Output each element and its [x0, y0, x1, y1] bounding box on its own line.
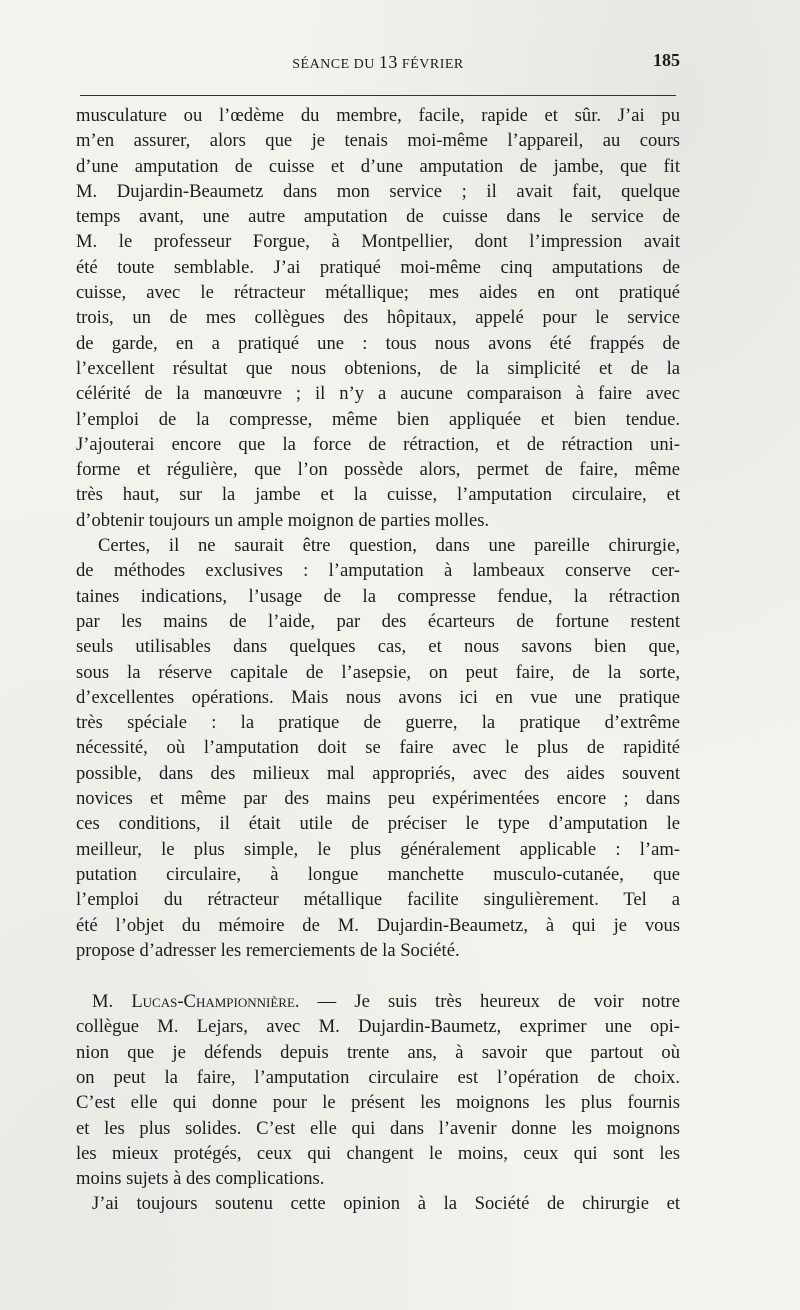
text-line: de garde, en a pratiqué une : tous nous avons été frappés de [76, 332, 680, 354]
text-line: J’ai toujours soutenu cette opinion à la Société de chirurgie et [92, 1193, 680, 1215]
text-line: seuls utilisables dans quelques cas, et nous savons bien que, [76, 636, 680, 658]
body-text [76, 103, 680, 1217]
text-line: été toute semblable. J’ai pratiqué moi-même cinq amputations de [76, 256, 680, 278]
text-line: cuisse, avec le rétracteur métallique; mes aides en ont pratiqué [76, 282, 680, 304]
text-line: ces conditions, il était utile de préciser le type d’amputation le [76, 813, 680, 835]
running-title-month: FÉVRIER [397, 57, 464, 72]
text-line: d’excellentes opérations. Mais nous avons ici en vue une pratique [76, 686, 680, 708]
text-line: été l’objet du mémoire de M. Dujardin-Beaumetz, à qui je vous [76, 914, 680, 936]
text-line: très haut, sur la jambe et la cuisse, l’amputation circulaire, et [76, 484, 680, 506]
running-header [76, 50, 680, 72]
running-title-day: 13 [378, 52, 398, 72]
header-rule [80, 95, 676, 96]
text-line: J’ajouterai encore que la force de rétraction, et de rétraction uni- [76, 433, 680, 455]
text-line: de méthodes exclusives : l’amputation à lambeaux conserve cer- [76, 560, 680, 582]
paragraph-2 [76, 533, 680, 963]
text-line: on peut la faire, l’amputation circulaire est l’opération de choix. [76, 1066, 680, 1088]
text-line: m’en assurer, alors que je tenais moi-même l’appareil, au cours [76, 130, 680, 152]
speaker-line-rest: . — Je suis très heureux de voir notre [294, 991, 680, 1013]
text-line: célérité de la manœuvre ; il n’y a aucune comparaison à faire avec [76, 383, 680, 405]
paragraph-1 [76, 103, 680, 533]
speaker-line [76, 989, 680, 1014]
text-line: Certes, il ne saurait être question, dans une pareille chirurgie, [98, 535, 680, 557]
speaker-prefix: M. [92, 991, 132, 1013]
text-line: C’est elle qui donne pour le présent les moignons les plus fournis [76, 1092, 680, 1114]
text-line: meilleur, le plus simple, le plus généralement applicable : l’am- [76, 838, 680, 860]
text-line: propose d’adresser les remerciements de la Société. [76, 939, 460, 961]
text-line: l’emploi de la compresse, même bien appliquée et bien tendue. [76, 408, 680, 430]
text-line: musculature ou l’œdème du membre, facile, rapide et sûr. J’ai pu [76, 105, 680, 126]
text-line: l’excellent résultat que nous obtenions, de la simplicité et de la [76, 357, 680, 379]
text-line: et les plus solides. C’est elle qui dans l’avenir donne les moignons [76, 1117, 680, 1139]
text-line: sous la réserve capitale de l’asepsie, on peut faire, de la sorte, [76, 661, 680, 683]
text-line: nion que je défends depuis trente ans, à savoir que partout où [76, 1041, 680, 1063]
text-line: possible, dans des milieux mal appropriés, avec des aides souvent [76, 762, 680, 784]
text-line: très spéciale : la pratique de guerre, la pratique d’extrême [76, 712, 680, 734]
running-title-prefix: SÉANCE DU [292, 57, 379, 72]
text-line: trois, un de mes collègues des hôpitaux, appelé pour le service [76, 307, 680, 329]
running-title [76, 52, 680, 73]
text-line: temps avant, une autre amputation de cuisse dans le service de [76, 206, 680, 228]
text-line: par les mains de l’aide, par des écarteurs de fortune restent [76, 610, 680, 632]
text-line: collègue M. Lejars, avec M. Dujardin-Baumetz, exprimer une opi- [76, 1016, 680, 1038]
paragraph-spacer [76, 963, 680, 989]
text-line: M. le professeur Forgue, à Montpellier, dont l’impression avait [76, 231, 680, 253]
text-line: M. Dujardin-Beaumetz dans mon service ; il avait fait, quelque [76, 180, 680, 202]
text-line: d’obtenir toujours un ample moignon de parties molles. [76, 509, 490, 531]
text-line: l’emploi du rétracteur métallique facilite singulièrement. Tel a [76, 889, 680, 911]
speaker-name: Lucas-Championnière [131, 991, 295, 1013]
page-number: 185 [653, 50, 680, 70]
text-line: les mieux protégés, ceux qui changent le moins, ceux qui sont les [76, 1142, 680, 1164]
text-line: nécessité, où l’amputation doit se faire avec le plus de rapidité [76, 737, 680, 759]
text-line: d’une amputation de cuisse et d’une amputation de jambe, que fit [76, 155, 680, 177]
paragraph-4 [76, 1191, 680, 1216]
text-line: forme et régulière, que l’on possède alors, permet de faire, même [76, 459, 680, 481]
text-line: novices et même par des mains peu expérimentées encore ; dans [76, 788, 680, 810]
text-line: putation circulaire, à longue manchette musculo-cutanée, que [76, 863, 680, 885]
paragraph-3 [76, 989, 680, 1191]
text-line: moins sujets à des complications. [76, 1168, 325, 1190]
text-line: taines indications, l’usage de la compresse fendue, la rétraction [76, 585, 680, 607]
